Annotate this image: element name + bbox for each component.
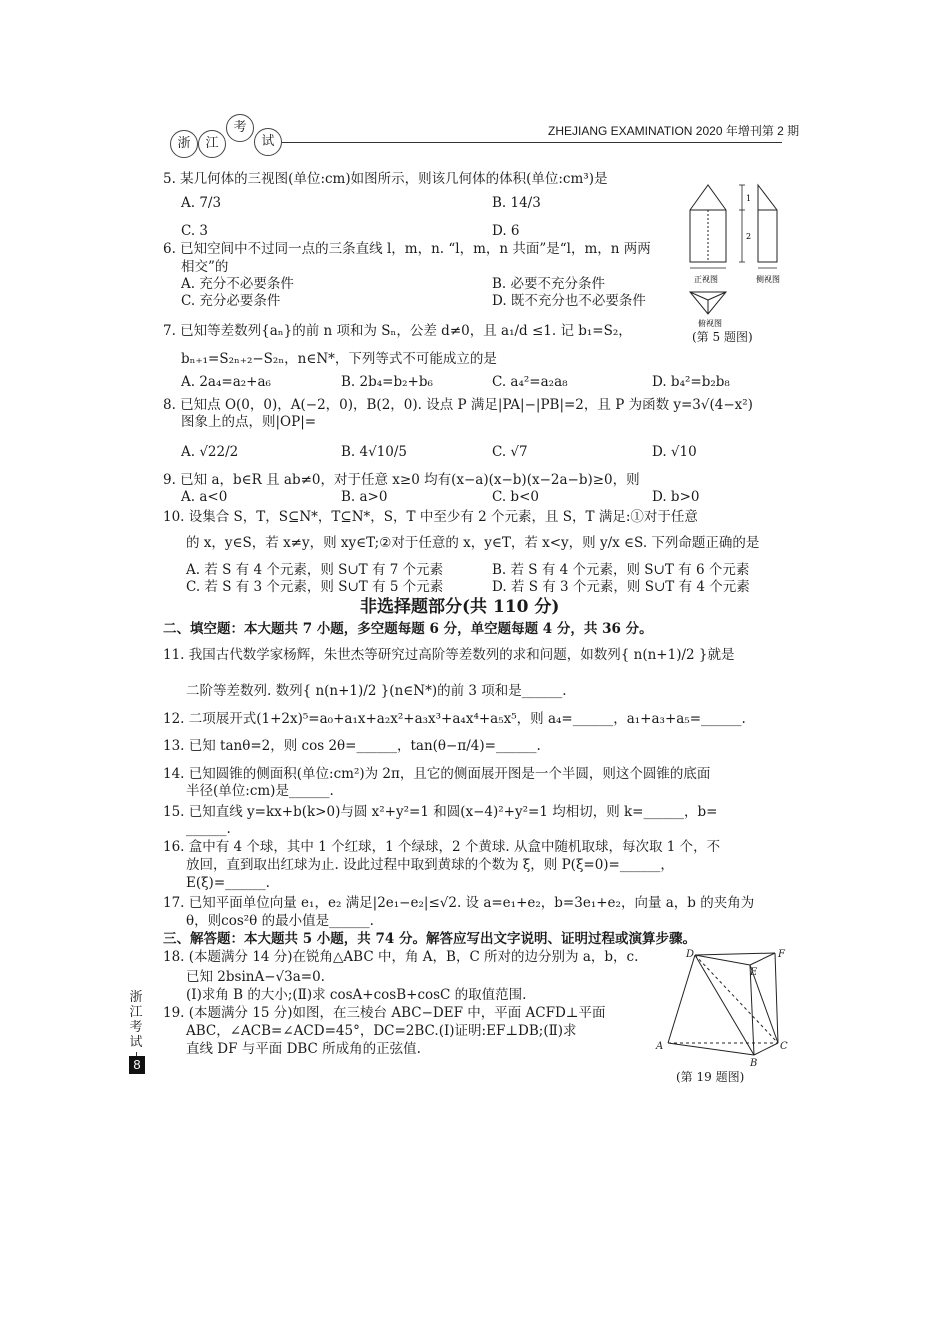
q8-option-d: D. √10 [652, 444, 697, 460]
fig5-dim-label: 1 [746, 194, 752, 203]
fig5-three-views [680, 180, 790, 350]
q16-line1: 16. 盒中有 4 个球，其中 1 个红球，1 个绿球，2 个黄球. 从盒中随机取球，每次取 1 个，不 [163, 839, 721, 855]
q8-option-c: C. √7 [492, 444, 528, 460]
q12: 12. 二项展开式(1+2x)⁵=a₀+a₁x+a₂x²+a₃x³+a₄x⁴+a₅x⁵，则 a₄=______，a₁+a₃+a₅=______. [163, 711, 746, 727]
q7-option-b: B. 2b₄=b₂+b₆ [341, 374, 433, 390]
page-number: 8 [129, 1056, 145, 1074]
fig19-frustum [650, 945, 790, 1070]
q14-line1: 14. 已知圆锥的侧面积(单位:cm²)为 2π，且它的侧面展开图是一个半圆，则这个圆锥的底面 [163, 766, 711, 782]
q19-line1: 19. (本题满分 15 分)如图，在三棱台 ABC−DEF 中，平面 ACFD⊥平面 [163, 1005, 606, 1021]
q9-option-d: D. b>0 [652, 489, 700, 505]
q5-option-c: C. 3 [181, 223, 209, 239]
q10-option-a: A. 若 S 有 4 个元素，则 S∪T 有 7 个元素 [186, 562, 444, 578]
fig5-front-view [690, 185, 726, 262]
logo-char: 浙 [170, 130, 198, 158]
q8-stem-cont: 图象上的点，则|OP|= [181, 414, 317, 430]
q9-option-c: C. b<0 [492, 489, 539, 505]
fig5-caption: (第 5 题图) [692, 330, 753, 344]
q7-option-c: C. a₄²=a₂a₈ [492, 374, 568, 390]
q14-line2: 半径(单位:cm)是______. [186, 783, 334, 799]
q10-stem-cont: 的 x，y∈S，若 x≠y，则 xy∈T;②对于任意的 x，y∈T，若 x<y，则 y/x ∈S. 下列命题正确的是 [186, 535, 760, 551]
q15-line1: 15. 已知直线 y=kx+b(k>0)与圆 x²+y²=1 和圆(x−4)²+y²=1 均相切，则 k=______，b= [163, 804, 718, 820]
fig19-label-a: A [656, 1041, 664, 1052]
side-label [129, 990, 143, 1050]
q10-option-d: D. 若 S 有 3 个元素，则 S∪T 有 4 个元素 [492, 579, 750, 595]
q6-stem-cont: 相交”的 [181, 259, 229, 275]
fig19-label-b: B [750, 1058, 758, 1069]
q11-line2: 二阶等差数列. 数列{ n(n+1)/2 }(n∈N*)的前 3 项和是______. [186, 683, 567, 699]
fig19-label-c: C [780, 1041, 788, 1052]
q9-option-b: B. a>0 [341, 489, 388, 505]
q13: 13. 已知 tanθ=2，则 cos 2θ=______，tan(θ−π/4)=______. [163, 738, 541, 754]
q7-option-a: A. 2a₄=a₂+a₆ [181, 374, 271, 390]
fig19-label-d: D [686, 949, 695, 960]
q5-stem: 5. 某几何体的三视图(单位:cm)如图所示，则该几何体的体积(单位:cm³)是 [163, 171, 608, 187]
q7-stem: 7. 已知等差数列{aₙ}的前 n 项和为 Sₙ，公差 d≠0，且 a₁/d ≤1. 记 b₁=S₂， [163, 323, 632, 339]
header-title: ZHEJIANG EXAMINATION 2020 年增刊第 2 期 [548, 124, 800, 138]
q19-line3: 直线 DF 与平面 DBC 所成角的正弦值. [186, 1041, 421, 1057]
q9-stem: 9. 已知 a，b∈R 且 ab≠0，对于任意 x≥0 均有(x−a)(x−b)(x−2a−b)≥0，则 [163, 472, 640, 488]
q9-option-a: A. a<0 [181, 489, 228, 505]
q6-option-b: B. 必要不充分条件 [492, 276, 606, 292]
q17-line2: θ，则cos²θ 的最小值是______. [186, 913, 374, 929]
q15-line2: ______. [186, 821, 231, 837]
answer-header: 三、解答题：本大题共 5 小题，共 74 分。解答应写出文字说明、证明过程或演算步骤。 [163, 931, 696, 947]
q8-option-b: B. 4√10/5 [341, 444, 408, 460]
q10-option-c: C. 若 S 有 3 个元素，则 S∪T 有 5 个元素 [186, 579, 444, 595]
q18-line1: 18. (本题满分 14 分)在锐角△ABC 中，角 A，B，C 所对的边分别为 a，b，c. [163, 949, 639, 965]
q6-option-c: C. 充分必要条件 [181, 293, 281, 309]
header-rule [282, 142, 782, 143]
q8-option-a: A. √22/2 [181, 444, 239, 460]
q18-line3: (Ⅰ)求角 B 的大小;(Ⅱ)求 cosA+cosB+cosC 的取值范围. [186, 987, 527, 1003]
fig19-label-e: E [750, 967, 758, 978]
q5-option-d: D. 6 [492, 223, 520, 239]
q6-option-d: D. 既不充分也不必要条件 [492, 293, 646, 309]
logo-char: 考 [226, 114, 254, 142]
q7-option-d: D. b₄²=b₂b₈ [652, 374, 730, 390]
fig5-top-label: 俯视图 [698, 319, 722, 328]
side-char: 试 [129, 1035, 143, 1050]
q11-line1: 11. 我国古代数学家杨辉，朱世杰等研究过高阶等差数列的求和问题，如数列{ n(n+1)/2 }就是 [163, 647, 735, 663]
side-char: 浙 [129, 990, 143, 1005]
q16-line2: 放回，直到取出红球为止. 设此过程中取到黄球的个数为 ξ，则 P(ξ=0)=______， [186, 857, 674, 873]
q6-stem: 6. 已知空间中不过同一点的三条直线 l，m，n. “l，m，n 共面”是“l，m，n 两两 [163, 241, 651, 257]
side-char: 考 [129, 1020, 143, 1035]
fig5-front-label: 正视图 [694, 275, 718, 284]
part2-title: 非选择题部分(共 110 分) [360, 597, 560, 617]
q19-line2: ABC，∠ACB=∠ACD=45°，DC=2BC.(Ⅰ)证明:EF⊥DB;(Ⅱ)求 [186, 1023, 577, 1039]
fig5-side-view [758, 185, 777, 262]
q16-line3: E(ξ)=______. [186, 875, 270, 891]
q5-option-a: A. 7/3 [181, 195, 222, 211]
side-char: 江 [129, 1005, 143, 1020]
q7-stem-cont: bₙ₊₁=S₂ₙ₊₂−S₂ₙ，n∈N*，下列等式不可能成立的是 [181, 351, 497, 367]
fig19-caption: (第 19 题图) [676, 1070, 745, 1084]
fig5-dim-label: 2 [746, 232, 752, 241]
q8-stem: 8. 已知点 O(0，0)，A(−2，0)，B(2，0). 设点 P 满足|PA|−|PB|=2，且 P 为函数 y=3√(4−x²) [163, 397, 753, 413]
q17-line1: 17. 已知平面单位向量 e₁，e₂ 满足|2e₁−e₂|≤√2. 设 a=e₁+e₂，b=3e₁+e₂，向量 a，b 的夹角为 [163, 895, 755, 911]
fig5-top-view [690, 292, 726, 314]
q6-option-a: A. 充分不必要条件 [181, 276, 294, 292]
q5-option-b: B. 14/3 [492, 195, 541, 211]
fill-header: 二、填空题：本大题共 7 小题，多空题每题 6 分，单空题每题 4 分，共 36 分。 [163, 621, 653, 637]
fig19-label-f: F [778, 949, 785, 960]
fig5-side-label: 侧视图 [756, 275, 780, 284]
q18-line2: 已知 2bsinA−√3a=0. [186, 969, 325, 985]
logo-char: 试 [254, 128, 282, 156]
logo-char: 江 [198, 130, 226, 158]
q10-stem: 10. 设集合 S，T，S⊆N*，T⊆N*，S，T 中至少有 2 个元素，且 S，T 满足:①对于任意 [163, 509, 698, 525]
q10-option-b: B. 若 S 有 4 个元素，则 S∪T 有 6 个元素 [492, 562, 750, 578]
